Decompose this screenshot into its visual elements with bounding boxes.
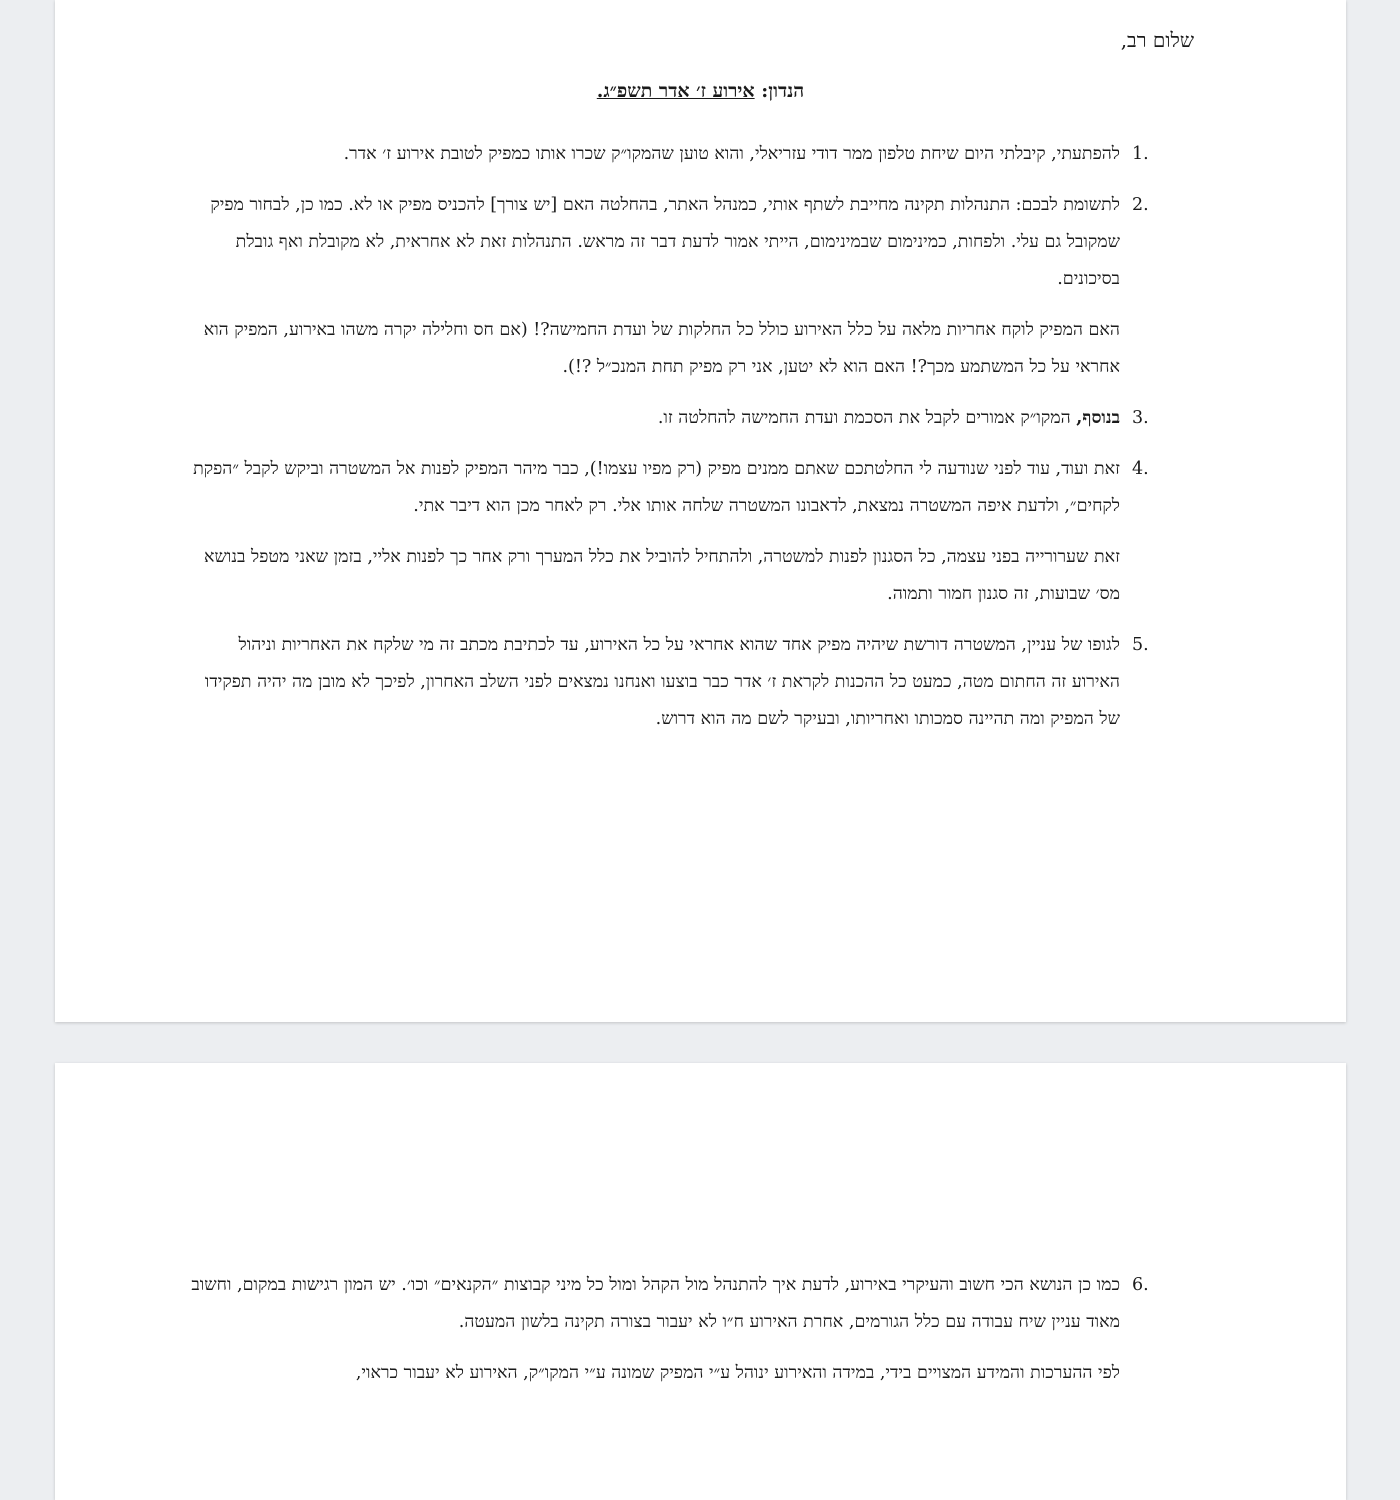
item-6-continuation: לפי ההערכות והמידע המצויים בידי, במידה והאירוע ינוהל ע״י המפיק שמונה ע״י המקו״ק, האירוע לא יעבור כראוי,	[355, 1363, 1120, 1383]
list-item-5	[190, 627, 1149, 738]
letter-body-continued	[190, 1267, 1149, 1406]
subject-line	[55, 80, 1346, 103]
item-number: 6.	[1132, 1275, 1149, 1295]
list-item-6	[190, 1267, 1149, 1341]
item-4-continuation: זאת שערורייה בפני עצמה, כל הסגנון לפנות למשטרה, ולהתחיל להוביל את כלל המערך ורק אחר כך לפנות אליי, בזמן שאני מטפל בנושא מס׳ שבועות, זה סגנון חמור ותמוה.	[203, 547, 1120, 604]
item-number: 5.	[1132, 635, 1149, 655]
list-item-4	[190, 451, 1149, 525]
item-number: 4.	[1132, 459, 1149, 479]
item-text: לתשומת לבכם: התנהלות תקינה מחייבת לשתף אותי, כמנהל האתר, בהחלטה האם [יש צורך] להכניס מפיק או לא. כמו כן, לבחור מפיק שמקובל גם עלי. ולפחות, כמינימום שבמינימום, הייתי אמור לדעת דבר זה מראש. התנהלות זאת לא אחראית, לא מקובלת ואף גובלת בסיכונים.	[210, 195, 1120, 289]
greeting: שלום רב,	[1120, 28, 1194, 52]
item-text: המקו״ק אמורים לקבל את הסכמת ועדת החמישה להחלטה זו.	[657, 408, 1077, 428]
letter-body	[190, 136, 1149, 752]
document-page-1	[55, 0, 1346, 1022]
subject-prefix: הנדון:	[761, 80, 805, 102]
item-number: 3.	[1132, 408, 1149, 428]
item-text: לגופו של עניין, המשטרה דורשת שיהיה מפיק אחד שהוא אחראי על כל האירוע, עד לכתיבת מכתב זה מי שלקח את האחריות וניהול האירוע זה החתום מטה, כמעט כל ההכנות לקראת ז׳ אדר כבר בוצעו ואנחנו נמצאים לפני השלב האחרון, לפיכך לא מובן מה יהיה תפקידו של המפיק ומה תהיינה סמכותו ואחריותו, ובעיקר לשם מה הוא דרוש.	[204, 635, 1120, 729]
item-number: 1.	[1132, 144, 1149, 164]
subject-text: אירוע ז׳ אדר תשפ״ג.	[596, 80, 755, 102]
item-text: כמו כן הנושא הכי חשוב והעיקרי באירוע, לדעת איך להתנהל מול הקהל ומול כל מיני קבוצות ״הקנאים״ וכו׳. יש המון רגישות במקום, וחשוב מאוד עניין שיח עבודה עם כלל הגורמים, אחרת האירוע ח״ו לא יעבור בצורה תקינה בלשון המעטה.	[191, 1275, 1120, 1332]
item-number: 2.	[1132, 195, 1149, 215]
list-item-2	[190, 187, 1149, 298]
document-page-2	[55, 1063, 1346, 1500]
item-2-continuation: האם המפיק לוקח אחריות מלאה על כלל האירוע כולל כל החלקות של ועדת החמישה?! (אם חס וחלילה יקרה משהו באירוע, המפיק הוא אחראי על כל המשתמע מכך?! האם הוא לא יטען, אני רק מפיק תחת המנכ״ל ?!).	[203, 320, 1120, 377]
item-text: זאת ועוד, עוד לפני שנודעה לי החלטתכם שאתם ממנים מפיק (רק מפיו עצמו!), כבר מיהר המפיק לפנות אל המשטרה וביקש לקבל ״הפקת לקחים״, ולדעת איפה המשטרה נמצאת, לדאבונו המשטרה שלחה אותו אלי. רק לאחר מכן הוא דיבר אתי.	[193, 459, 1120, 516]
item-text: להפתעתי, קיבלתי היום שיחת טלפון ממר דודי עזריאלי, והוא טוען שהמקו״ק שכרו אותו כמפיק לטובת אירוע ז׳ אדר.	[343, 144, 1120, 164]
item-bold-lead: בנוסף,	[1076, 408, 1120, 428]
list-item-3	[190, 400, 1149, 437]
list-item-1	[190, 136, 1149, 173]
